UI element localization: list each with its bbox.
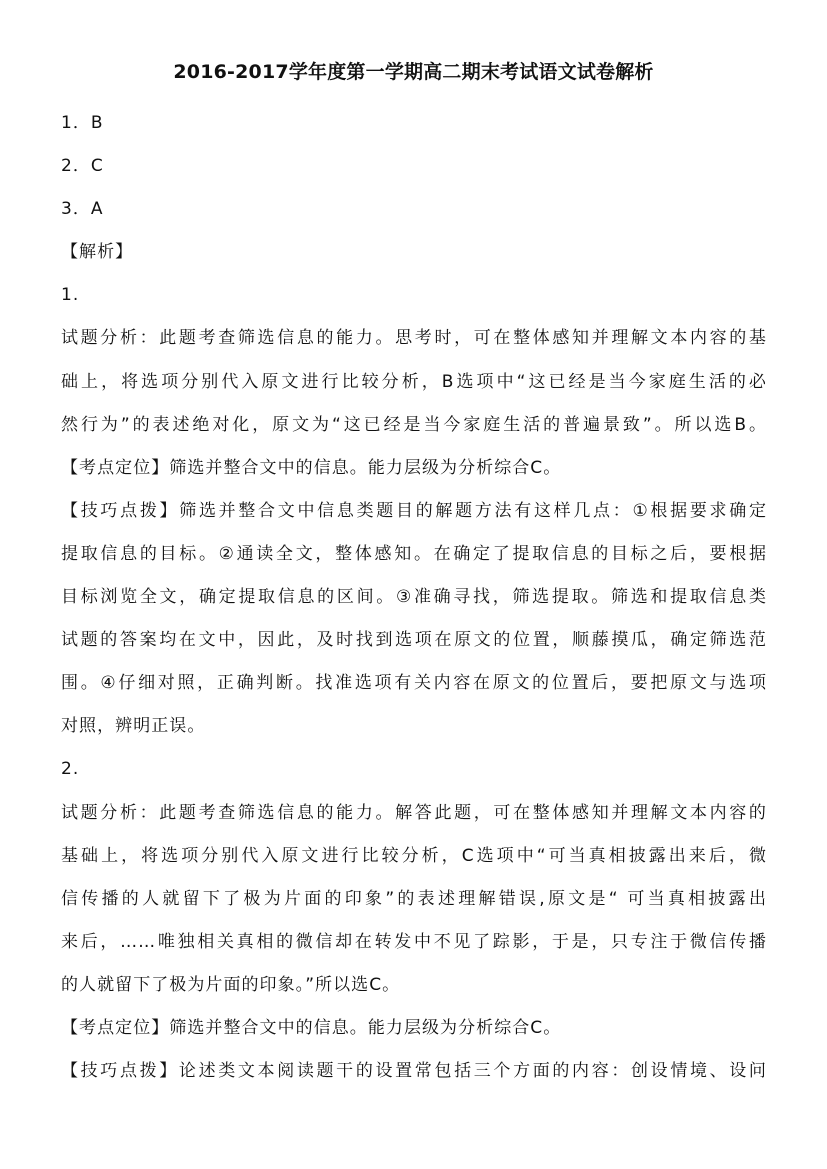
paragraph-line: 【技巧点拨】筛选并整合文中信息类题目的解题方法有这样几点：①根据要求确定 (61, 500, 767, 521)
analysis-heading: 【解析】 (61, 242, 134, 263)
page-title: 2016-2017学年度第一学期高二期末考试语文试卷解析 (173, 61, 654, 83)
paragraph-line: 础上，将选项分别代入原文进行比较分析，B选项中“这已经是当今家庭生活的必 (61, 371, 767, 392)
answer-3: 3．A (61, 199, 104, 220)
paragraph-line: 的人就留下了极为片面的印象。”所以选C。 (61, 974, 401, 995)
answer-2: 2．C (61, 156, 104, 177)
paragraph-line: 【考点定位】筛选并整合文中的信息。能力层级为分析综合C。 (61, 1017, 562, 1038)
paragraph-line: 提取信息的目标。②通读全文，整体感知。在确定了提取信息的目标之后，要根据 (61, 543, 767, 564)
paragraph-line: 试题分析：此题考查筛选信息的能力。思考时，可在整体感知并理解文本内容的基 (61, 328, 767, 349)
paragraph-line: 试题的答案均在文中，因此，及时找到选项在原文的位置，顺藤摸瓜，确定筛选范 (61, 630, 767, 651)
paragraph-line: 对照，辨明正误。 (61, 716, 206, 737)
question-2-number: 2. (61, 759, 80, 780)
paragraph-line: 【考点定位】筛选并整合文中的信息。能力层级为分析综合C。 (61, 457, 562, 478)
answer-1: 1．B (61, 113, 104, 133)
paragraph-line: 试题分析：此题考查筛选信息的能力。解答此题，可在整体感知并理解文本内容的 (61, 802, 767, 823)
paragraph-line: 然行为”的表述绝对化，原文为“这已经是当今家庭生活的普遍景致”。所以选B。 (61, 414, 767, 435)
paragraph-line: 基础上，将选项分别代入原文进行比较分析，C选项中“可当真相披露出来后，微 (61, 845, 767, 866)
question-1-number: 1. (61, 285, 80, 306)
paragraph-line: 信传播的人就留下了极为片面的印象”的表述理解错误,原文是“ 可当真相披露出 (61, 888, 767, 909)
paragraph-line: 围。④仔细对照，正确判断。找准选项有关内容在原文的位置后，要把原文与选项 (61, 673, 767, 694)
paragraph-line: 【技巧点拨】论述类文本阅读题干的设置常包括三个方面的内容：创设情境、设问 (61, 1061, 767, 1082)
paragraph-line: 来后，……唯独相关真相的微信却在转发中不见了踪影，于是，只专注于微信传播 (61, 931, 767, 952)
document-body (61, 102, 767, 1093)
paragraph-line: 目标浏览全文，确定提取信息的区间。③准确寻找，筛选提取。筛选和提取信息类 (61, 587, 767, 608)
